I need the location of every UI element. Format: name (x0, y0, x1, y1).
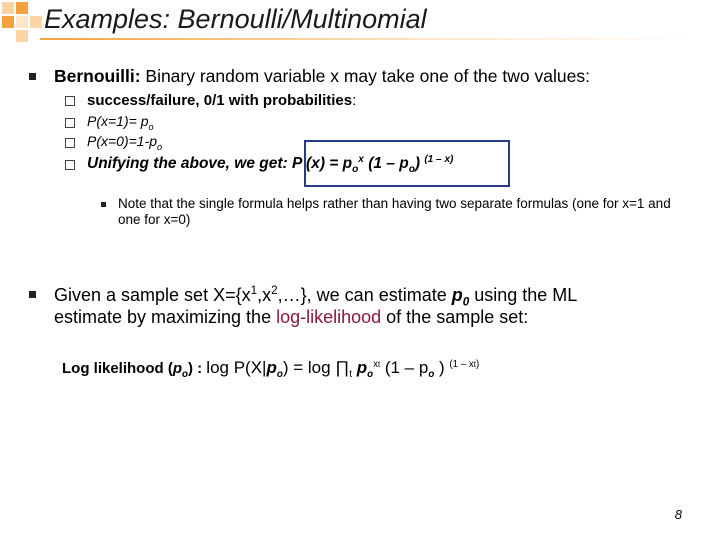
bullet-bernoulli (54, 66, 590, 87)
sub-bullet-marker (65, 160, 75, 170)
sub-bullet-marker (65, 138, 75, 148)
bullet-marker (29, 73, 36, 80)
note-text: Note that the single formula helps rather than having two separate formulas (one for x=1 and one for x=0) (118, 196, 671, 227)
bullet-sample-set: Given a sample set $X=\{x^1,x^2,\dots\}$, we can estimate $p_0$ using the ML estimate by maximizing the log-likelihood of the sample set: (54, 284, 578, 327)
sub-bullet-p1: $P(x=1)= p_o$ (87, 113, 154, 132)
bullet-marker (101, 202, 106, 207)
bullet-marker (29, 291, 36, 298)
log-likelihood-term: log-likelihood (276, 307, 382, 327)
sub-bullet-unifying: Unifying the above, we get: P $(x) = p_o^x$ $(1 - p_o)$ $^{(1 - x)}$ (87, 153, 454, 176)
bernoulli-term: Bernouilli: (54, 66, 141, 86)
bernoulli-text: Binary random variable x may take one of the two values: (140, 66, 590, 86)
sub-bullet-marker (65, 96, 75, 106)
sub-bullet-success: success/failure, 0/1 with probabilities: (87, 92, 357, 109)
log-likelihood-formula: Log likelihood $(p_o)$ : $\log P(X|p_o) = \log$ $\prod_t$ $p_o^{xt}$ ($1 - p_o$ ) $^{(1 - xt)}$ (62, 358, 480, 380)
page-title: Examples: Bernoulli/Multinomial (44, 4, 427, 34)
page-number: 8 (674, 507, 682, 522)
sub-bullet-marker (65, 118, 75, 128)
sub-bullet-p0: $P(x=0)=1-p_o$ (87, 133, 163, 152)
formula-highlight-box (304, 140, 510, 187)
title-underline (40, 38, 700, 40)
